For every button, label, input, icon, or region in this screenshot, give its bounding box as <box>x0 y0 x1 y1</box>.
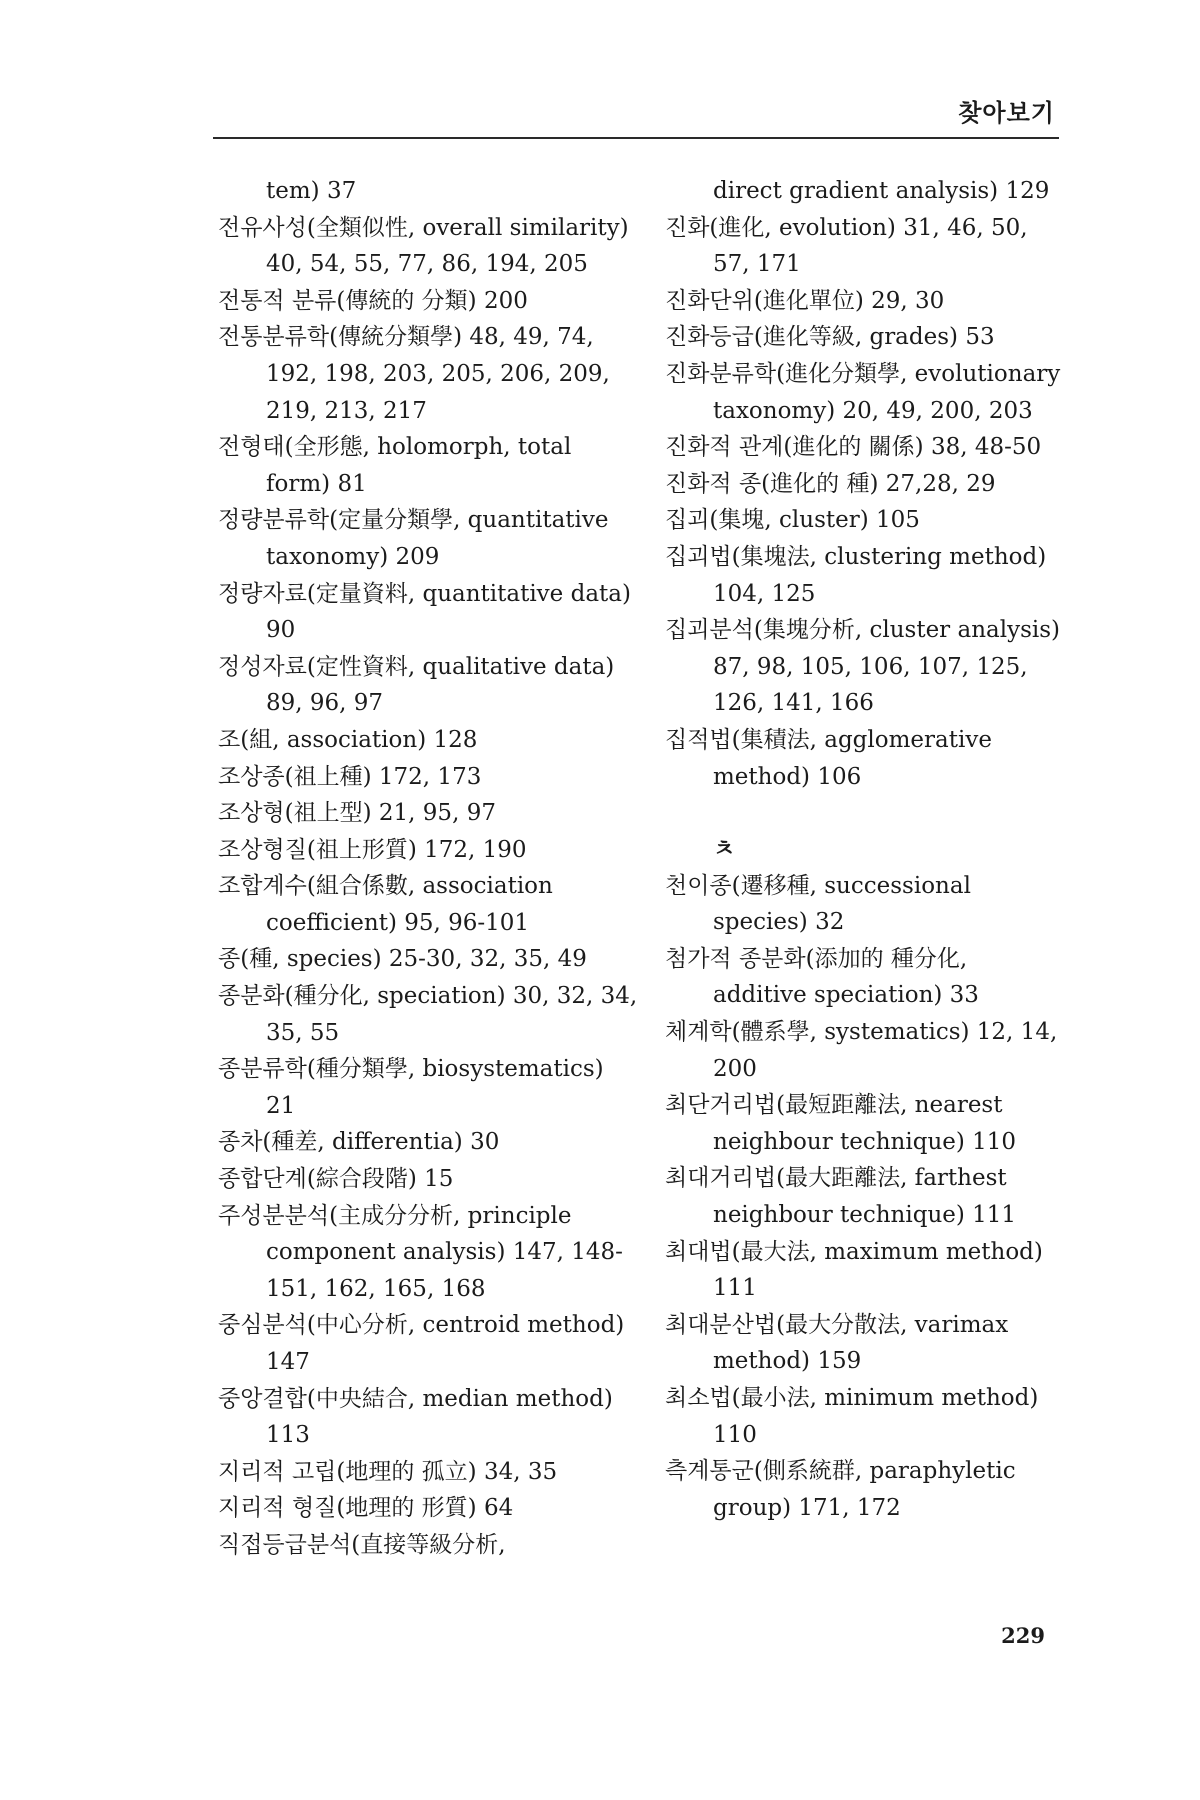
index-entry: 종분류학(種分類學, biosystematics) 21 <box>218 1056 604 1119</box>
index-entry: 종분화(種分化, speciation) 30, 32, 34, 35, 55 <box>218 983 638 1046</box>
index-entry: 전통적 분류(傳統的 分類) 200 <box>218 287 528 314</box>
index-entry: 직접등급분석(直接等級分析, <box>218 1531 506 1558</box>
index-entry: 조상형(祖上型) 21, 95, 97 <box>218 800 496 827</box>
index-entry: 지리적 형질(地理的 形質) 64 <box>218 1495 514 1522</box>
index-entry: 중심분석(中心分析, centroid method) 147 <box>218 1312 625 1375</box>
index-column-right <box>665 173 1065 1526</box>
index-entry: 종차(種差, differentia) 30 <box>218 1129 500 1156</box>
index-entry: 정량자료(定量資料, quantitative data) 90 <box>218 580 631 644</box>
index-entry: 첨가적 종분화(添加的 種分化, additive speciation) 33 <box>665 945 979 1009</box>
index-entry: 종합단계(綜合段階) 15 <box>218 1166 454 1193</box>
index-entry: 조상종(祖上種) 172, 173 <box>218 763 482 790</box>
index-entry: 전통분류학(傳統分類學) 48, 49, 74, 192, 198, 203, 205, 206, 209, 219, 213, 217 <box>218 324 610 424</box>
index-entry: 전유사성(全類似性, overall similarity) 40, 54, 55, 77, 86, 194, 205 <box>218 214 629 278</box>
index-entry: 진화등급(進化等級, grades) 53 <box>665 324 995 351</box>
index-column-left <box>218 173 638 1564</box>
index-entry: 진화단위(進化單位) 29, 30 <box>665 287 945 314</box>
index-entry: 진화적 종(進化的 種) 27,28, 29 <box>665 470 996 497</box>
index-entry: 천이종(遷移種, successional species) 32 <box>665 872 971 936</box>
index-entry: 중앙결합(中央結合, median method) 113 <box>218 1385 613 1449</box>
index-entry: 최단거리법(最短距離法, nearest neighbour technique) 110 <box>665 1092 1017 1155</box>
index-entry: tem) 37 <box>266 178 357 204</box>
page-number: 229 <box>1001 1623 1045 1648</box>
index-entry: 집적법(集積法, agglomerative method) 106 <box>665 726 992 790</box>
index-entry: 주성분분석(主成分分析, principle component analysis) 147, 148-151, 162, 165, 168 <box>218 1202 623 1302</box>
index-entry: 측계통군(側系統群, paraphyletic group) 171, 172 <box>665 1458 1016 1521</box>
section-letter: ㅊ <box>713 835 736 863</box>
index-entry: 최대분산법(最大分散法, varimax method) 159 <box>665 1311 1009 1375</box>
index-entry: 집괴(集塊, cluster) 105 <box>665 507 920 534</box>
index-entry: 조상형질(祖上形質) 172, 190 <box>218 836 527 863</box>
index-entry: 종(種, species) 25-30, 32, 35, 49 <box>218 946 587 973</box>
index-entry: 진화분류학(進化分類學, evolutionary taxonomy) 20, 49, 200, 203 <box>665 360 1061 424</box>
header-rule <box>213 137 1059 139</box>
index-entry: 진화적 관계(進化的 關係) 38, 48-50 <box>665 434 1042 461</box>
index-entry: 정량분류학(定量分類學, quantitative taxonomy) 209 <box>218 507 609 570</box>
index-entry: 최소법(最小法, minimum method) 110 <box>665 1385 1039 1448</box>
index-entry: 정성자료(定性資料, qualitative data) 89, 96, 97 <box>218 653 615 717</box>
index-entry: direct gradient analysis) 129 <box>713 178 1050 204</box>
index-entry: 전형태(全形態, holomorph, total form) 81 <box>218 434 572 497</box>
running-head: 찾아보기 <box>958 99 1055 127</box>
index-entry: 최대법(最大法, maximum method) 111 <box>665 1238 1043 1302</box>
index-entry: 조(組, association) 128 <box>218 726 478 753</box>
index-entry: 체계학(體系學, systematics) 12, 14, 200 <box>665 1019 1058 1082</box>
index-entry: 조합계수(組合係數, association coefficient) 95, 96-101 <box>218 873 553 936</box>
index-entry: 진화(進化, evolution) 31, 46, 50, 57, 171 <box>665 214 1028 278</box>
index-entry: 집괴분석(集塊分析, cluster analysis) 87, 98, 105, 106, 107, 125, 126, 141, 166 <box>665 617 1061 717</box>
index-entry: 최대거리법(最大距離法, farthest neighbour technique) 111 <box>665 1165 1017 1229</box>
index-entry: 지리적 고립(地理的 孤立) 34, 35 <box>218 1458 558 1485</box>
index-entry: 집괴법(集塊法, clustering method) 104, 125 <box>665 543 1047 607</box>
